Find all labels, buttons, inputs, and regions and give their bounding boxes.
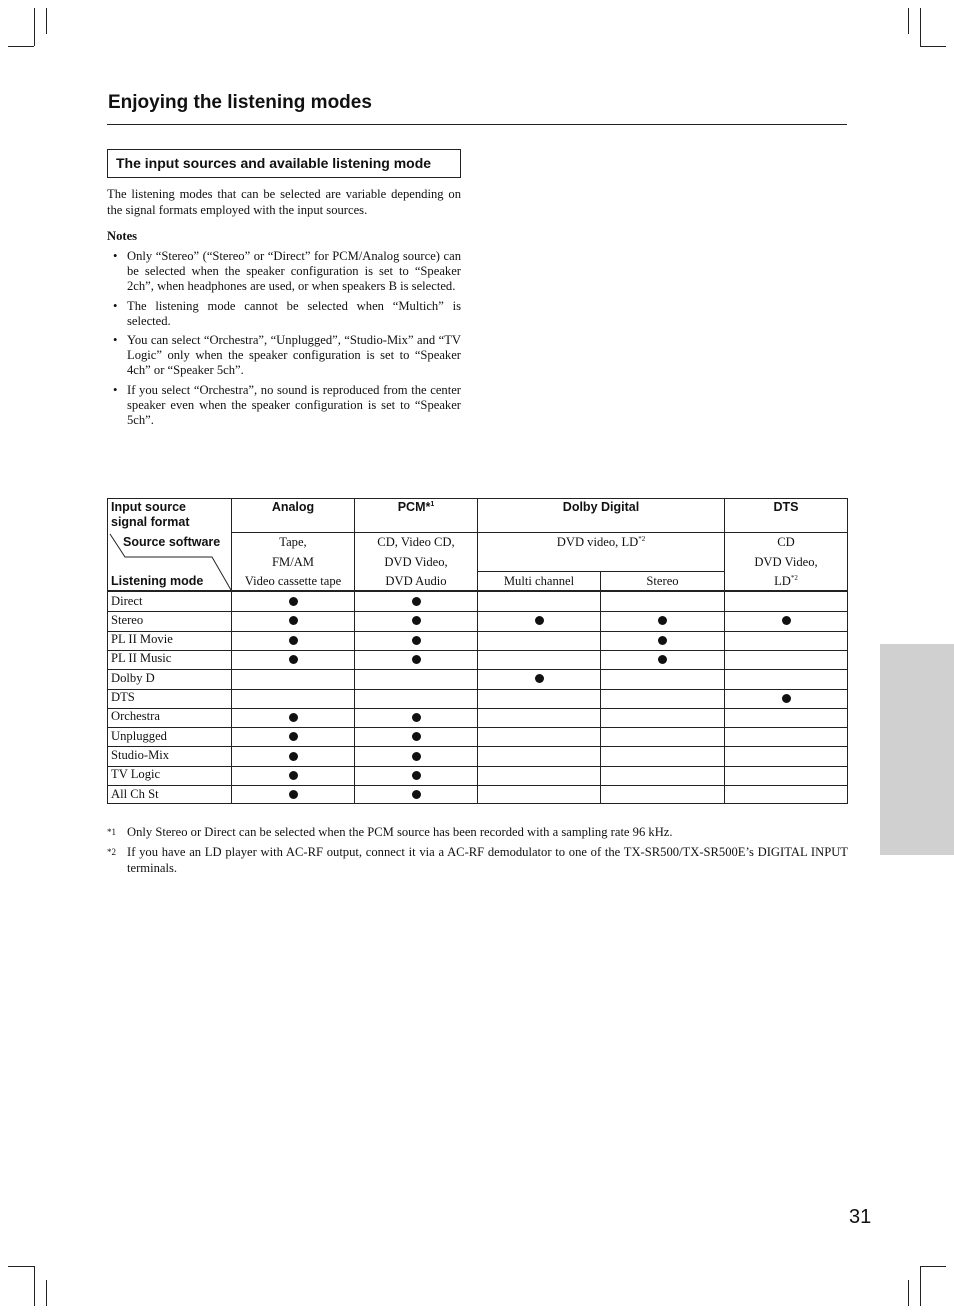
availability-dot (289, 616, 298, 625)
crop-mark (46, 1280, 47, 1306)
availability-dot (289, 771, 298, 780)
pcm-footnote-mark: 1 (430, 500, 435, 508)
row-label: Stereo (111, 612, 144, 627)
input-source-label (111, 500, 190, 530)
footnote-text: Only Stereo or Direct can be selected when the PCM source has been recorded with a sampling rate 96 kHz. (127, 825, 673, 839)
row-rule (107, 746, 848, 747)
crop-mark (34, 8, 35, 46)
row-rule (107, 708, 848, 709)
row-label: Unplugged (111, 728, 167, 743)
availability-dot (289, 732, 298, 741)
crop-mark (8, 46, 34, 47)
availability-dot (289, 597, 298, 606)
note-item (107, 249, 461, 295)
availability-dot (289, 655, 298, 664)
column-header-analog: Analog (271, 500, 315, 514)
row-label: Dolby D (111, 670, 155, 685)
pcm-source-software (355, 533, 477, 592)
row-label: PL II Music (111, 651, 172, 666)
availability-dot (412, 597, 421, 606)
availability-dot (289, 713, 298, 722)
row-rule (107, 785, 848, 786)
column-rule (600, 571, 601, 804)
bullet-icon: • (113, 249, 118, 263)
note-text: The listening mode cannot be selected when “Multich” is selected. (127, 298, 461, 328)
bullet-icon: • (113, 298, 118, 313)
crop-mark (920, 8, 921, 46)
source-line: FM/AM (272, 554, 314, 569)
crop-mark (920, 1266, 946, 1267)
footnote-mark: *2 (107, 847, 116, 857)
intro-paragraph: The listening modes that can be selected are variable depending on the signal formats employed with the input sources. (107, 187, 461, 217)
column-header-dts: DTS (773, 500, 799, 514)
row-rule (107, 727, 848, 728)
row-rule (107, 689, 848, 690)
source-line: Video cassette tape (244, 574, 342, 588)
row-rule (107, 669, 848, 670)
section-heading: The input sources and available listening mode (116, 155, 432, 171)
source-line: CD, Video CD, (377, 535, 455, 549)
availability-dot (658, 636, 667, 645)
note-text: If you select “Orchestra”, no sound is reproduced from the center speaker even when the speaker configuration is set to “Speaker 5ch”. (127, 382, 461, 428)
availability-dot (535, 616, 544, 625)
availability-dot (412, 752, 421, 761)
section-heading-box (107, 149, 461, 178)
note-item (107, 333, 461, 379)
availability-dot (782, 694, 791, 703)
availability-dot (412, 616, 421, 625)
source-software-label: Source software (123, 535, 221, 549)
listening-mode-label: Listening mode (111, 574, 204, 588)
side-tab (880, 644, 954, 855)
source-line: DVD Video, (754, 554, 818, 569)
availability-dot (412, 655, 421, 664)
table-border (847, 498, 848, 804)
availability-dot (782, 616, 791, 625)
column-header-pcm (355, 500, 477, 515)
row-label: Orchestra (111, 709, 160, 724)
footnote-text: If you have an LD player with AC-RF output, connect it via a AC-RF demodulator to one of the TX-SR500/TX-SR500E’s DIGITAL INPUT terminals. (127, 845, 848, 875)
title-rule (107, 124, 847, 125)
crop-mark (920, 46, 946, 47)
signal-format-line: signal format (111, 515, 190, 529)
column-header-dolby: Dolby Digital (562, 500, 640, 514)
row-rule (107, 650, 848, 651)
row-rule (107, 766, 848, 767)
notes-list (107, 249, 461, 432)
footnote-mark: *2 (790, 573, 798, 582)
crop-mark (34, 1266, 35, 1306)
crop-mark (920, 1266, 921, 1306)
availability-dot (289, 790, 298, 799)
footnote (107, 845, 848, 876)
pcm-label: PCM* (397, 500, 431, 514)
dts-source-software (725, 533, 847, 592)
crop-mark (8, 1266, 34, 1267)
source-line: DVD video, LD (556, 535, 639, 549)
note-text: You can select “Orchestra”, “Unplugged”, “Studio-Mix” and “TV Logic” only when the speaker configuration is set to “Speaker 4ch” or “Speaker 5ch”. (127, 333, 461, 378)
source-line: DVD Video, (384, 554, 448, 569)
row-label: All Ch St (111, 786, 159, 801)
availability-dot (412, 790, 421, 799)
dolby-multi-channel: Multi channel (503, 574, 575, 588)
page-number: 31 (849, 1206, 872, 1228)
row-label: PL II Movie (111, 632, 173, 647)
page-title: Enjoying the listening modes (108, 92, 372, 113)
note-text: Only “Stereo” (“Stereo” or “Direct” for PCM/Analog source) can be selected when the speaker configuration is set to “Speaker 2ch”, when headphones are used, or when speakers B is selected. (127, 249, 461, 294)
footnote-mark: *2 (638, 534, 646, 543)
crop-mark (908, 1280, 909, 1306)
notes-title: Notes (107, 229, 138, 243)
row-rule (107, 611, 848, 612)
bullet-icon: • (113, 333, 118, 348)
dolby-source-software (478, 533, 724, 553)
row-label: TV Logic (111, 767, 161, 782)
footnote-mark: *1 (107, 827, 116, 837)
listening-mode-table (107, 498, 848, 804)
input-source-line: Input source (111, 500, 187, 514)
crop-mark (46, 8, 47, 34)
row-rule (107, 631, 848, 632)
row-label: Direct (111, 593, 143, 608)
availability-dot (658, 655, 667, 664)
analog-source-software (232, 533, 354, 592)
note-item (107, 299, 461, 329)
crop-mark (908, 8, 909, 34)
availability-dot (412, 732, 421, 741)
availability-dot (412, 636, 421, 645)
dolby-stereo: Stereo (646, 574, 679, 588)
row-label: Studio-Mix (111, 747, 170, 762)
availability-dot (412, 771, 421, 780)
availability-dot (289, 636, 298, 645)
availability-dot (412, 713, 421, 722)
footnote (107, 825, 848, 841)
availability-dot (535, 674, 544, 683)
note-item (107, 383, 461, 429)
source-line: Tape, (279, 535, 307, 549)
source-line: CD (777, 535, 795, 549)
availability-dot (658, 616, 667, 625)
availability-dot (289, 752, 298, 761)
row-label: DTS (111, 690, 135, 704)
source-line: DVD Audio (385, 574, 447, 588)
bullet-icon: • (113, 382, 118, 397)
source-line: LD (774, 574, 791, 588)
